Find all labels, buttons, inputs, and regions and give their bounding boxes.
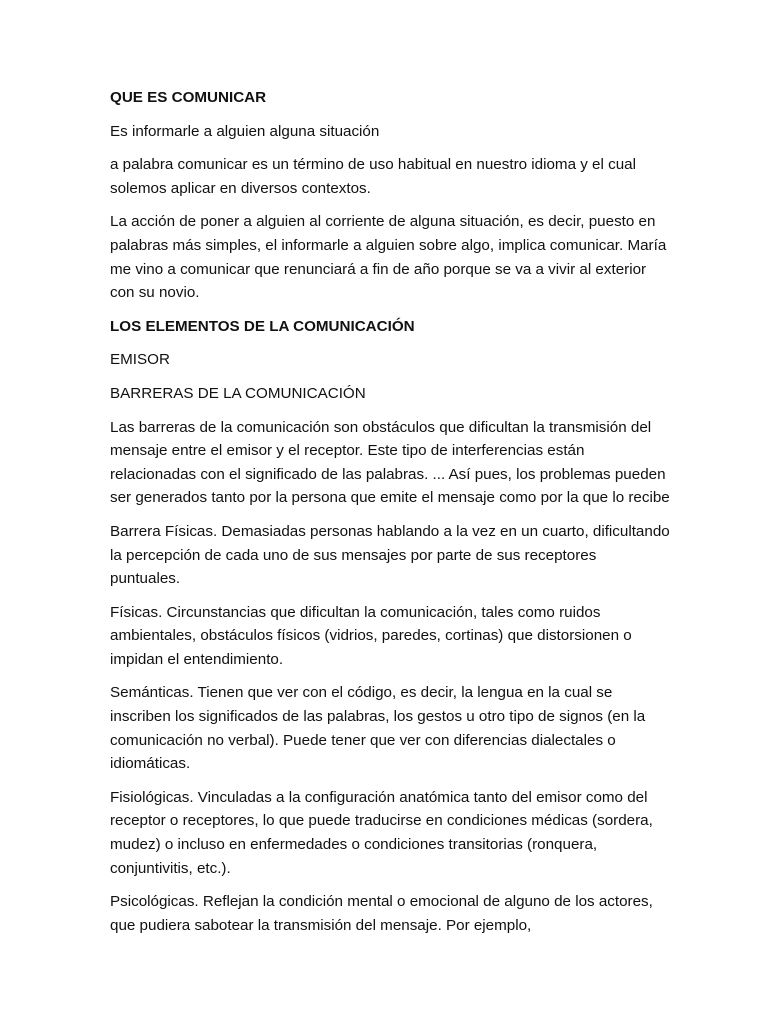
paragraph-fisiologicas: Fisiológicas. Vinculadas a la configuración anatómica tanto del emisor como del receptor o receptores, lo que puede traducirse en condiciones médicas (sordera, mudez) o incluso en enfermedades o condiciones transitorias (ronquera, conjuntivitis, etc.). — [110, 788, 653, 877]
paragraph-term: a palabra comunicar es un término de uso habitual en nuestro idioma y el cual solemos aplicar en diversos contextos. — [110, 156, 636, 197]
heading-que-es-comunicar: QUE ES COMUNICAR — [110, 89, 267, 106]
paragraph-barreras-definition: Las barreras de la comunicación son obstáculos que dificultan la transmisión del mensaje entre el emisor y el receptor. Este tipo de interferencias están relacionadas con el significado de las palabras. ... Así pues, los problemas pueden ser generados tanto por la persona que emite el mensaje como por la que lo recibe — [110, 418, 670, 507]
paragraph-definition: Es informarle a alguien alguna situación — [110, 122, 380, 140]
paragraph-barreras-title: BARRERAS DE LA COMUNICACIÓN — [110, 384, 366, 402]
document-body — [110, 86, 670, 947]
paragraph-psicologicas: Psicológicas. Reflejan la condición mental o emocional de alguno de los actores, que pudiera sabotear la transmisión del mensaje. Por ejemplo, — [110, 893, 653, 934]
paragraph-example: La acción de poner a alguien al corriente de alguna situación, es decir, puesto en palabras más simples, el informarle a alguien sobre algo, implica comunicar. María me vino a comunicar que renunciará a fin de año porque se va a vivir al exterior con su novio. — [110, 213, 667, 302]
heading-elementos: LOS ELEMENTOS DE LA COMUNICACIÓN — [110, 317, 415, 335]
paragraph-semanticas: Semánticas. Tienen que ver con el código, es decir, la lengua en la cual se inscriben los significados de las palabras, los gestos u otro tipo de signos (en la comunicación no verbal). Puede tener que ver con diferencias dialectales o idiomáticas. — [110, 684, 646, 773]
paragraph-barrera-fisicas: Barrera Físicas. Demasiadas personas hablando a la vez en un cuarto, dificultando la percepción de cada uno de sus mensajes por parte de sus receptores puntuales. — [110, 522, 670, 588]
paragraph-emisor: EMISOR — [110, 351, 170, 369]
paragraph-fisicas: Físicas. Circunstancias que dificultan la comunicación, tales como ruidos ambientales, obstáculos físicos (vidrios, paredes, cortinas) que distorsionen o impidan el entendimiento. — [110, 603, 632, 668]
